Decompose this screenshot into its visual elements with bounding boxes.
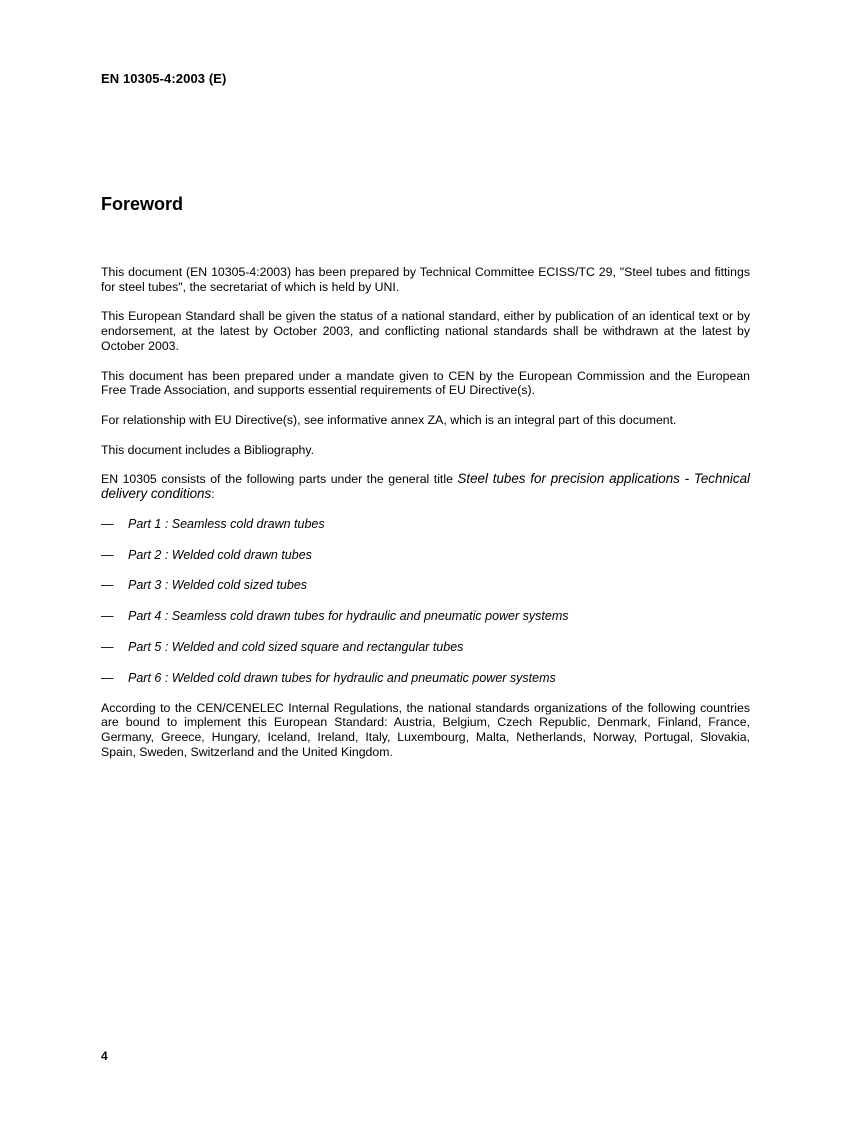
em-dash-bullet: — xyxy=(101,670,114,685)
paragraph-committee: This document (EN 10305-4:2003) has been prepared by Technical Committee ECISS/TC 29, "Steel tubes and fittings for steel tubes", the secretariat of which is held by UNI. xyxy=(101,265,750,294)
paragraph-mandate: This document has been prepared under a mandate given to CEN by the European Commission and the European Free Trade Association, and supports essential requirements of EU Directive(s). xyxy=(101,368,750,398)
list-item xyxy=(101,516,750,532)
page-title: Foreword xyxy=(101,194,184,214)
paragraph-cen-regulations: According to the CEN/CENELEC Internal Regulations, the national standards organizations of the following countries are bound to implement this European Standard: Austria, Belgium, Czech Republic, Denmark, Finland, France, Germany, Greece, Hungary, Iceland, Ireland, Italy, Luxembourg, Malta, Netherlands, Norway, Portugal, Slovakia, Spain, Sweden, Switzerland and the United Kingdom. xyxy=(101,700,750,759)
parts-intro-prefix: EN 10305 consists of the following parts under the general title xyxy=(101,472,458,487)
paragraph-bibliography: This document includes a Bibliography. xyxy=(101,442,315,457)
em-dash-bullet: — xyxy=(101,516,114,531)
em-dash-bullet: — xyxy=(101,609,114,624)
paragraph-national-status: This European Standard shall be given the status of a national standard, either by publication of an identical text or by endorsement, at the latest by October 2003, and conflicting national standards shall be withdrawn at the latest by October 2003. xyxy=(101,309,750,353)
parts-general-title: Steel tubes for precision applications - Technical delivery conditions xyxy=(101,471,750,502)
part-label: Part 4 : Seamless cold drawn tubes for hydraulic and pneumatic power systems xyxy=(128,609,569,624)
part-label: Part 3 : Welded cold sized tubes xyxy=(128,578,308,593)
paragraph-eu-directive: For relationship with EU Directive(s), see informative annex ZA, which is an integral part of this document. xyxy=(101,412,677,427)
part-label: Part 2 : Welded cold drawn tubes xyxy=(128,547,312,562)
list-item xyxy=(101,670,750,686)
part-label: Part 1 : Seamless cold drawn tubes xyxy=(128,516,325,531)
part-label: Part 5 : Welded and cold sized square and rectangular tubes xyxy=(128,639,464,654)
foreword-body xyxy=(101,265,750,774)
page-number: 4 xyxy=(101,1049,108,1063)
paragraph-parts-intro xyxy=(101,472,750,501)
document-id-header: EN 10305-4:2003 (E) xyxy=(101,71,227,86)
list-item xyxy=(101,547,750,563)
parts-list xyxy=(101,516,750,686)
em-dash-bullet: — xyxy=(101,639,114,654)
list-item xyxy=(101,608,750,624)
em-dash-bullet: — xyxy=(101,547,114,562)
list-item xyxy=(101,577,750,593)
part-label: Part 6 : Welded cold drawn tubes for hydraulic and pneumatic power systems xyxy=(128,670,556,685)
parts-intro-suffix: : xyxy=(211,487,215,502)
em-dash-bullet: — xyxy=(101,578,114,593)
list-item xyxy=(101,639,750,655)
